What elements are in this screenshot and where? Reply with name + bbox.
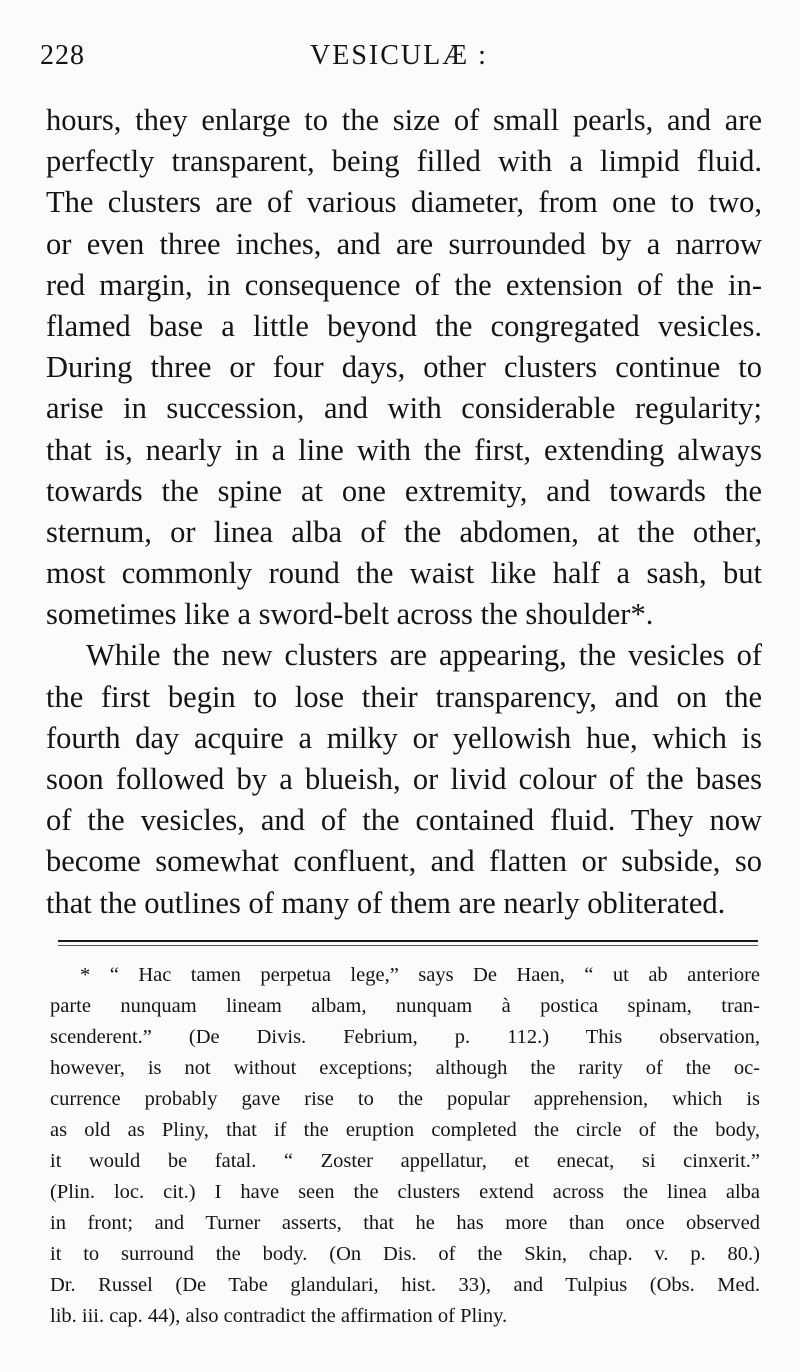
footnote-line: it to surround the body. (On Dis. of the Skin, chap. v. p. 80.) <box>50 1243 760 1265</box>
footnote-line: it would be fatal. “ Zoster appellatur, et enecat, si cinxerit.” <box>50 1150 760 1172</box>
footnote-line: in front; and Turner asserts, that he has more than once observed <box>50 1212 760 1234</box>
page-number: 228 <box>40 40 85 71</box>
footnote-line: scenderent.” (De Divis. Febrium, p. 112.) This observation, <box>50 1026 760 1048</box>
body-line: become somewhat confluent, and flatten or subside, so <box>46 844 762 879</box>
body-line: flamed base a little beyond the congregated vesicles. <box>46 308 762 343</box>
body-line: that the outlines of many of them are nearly obliterated. <box>46 885 726 920</box>
footnote-line: Dr. Russel (De Tabe glandulari, hist. 33), and Tulpius (Obs. Med. <box>50 1274 760 1296</box>
body-line: arise in succession, and with considerable regularity; <box>46 391 762 426</box>
footnote <box>50 960 760 1332</box>
footnote-line: currence probably gave rise to the popular apprehension, which is <box>50 1088 760 1110</box>
footnote-line: (Plin. loc. cit.) I have seen the clusters extend across the linea alba <box>50 1181 760 1203</box>
footnote-line: parte nunquam lineam albam, nunquam à postica spinam, tran- <box>50 995 760 1017</box>
footnote-divider-thin <box>58 945 758 946</box>
footnote-line: lib. iii. cap. 44), also contradict the affirmation of Pliny. <box>50 1305 508 1327</box>
page-header <box>40 40 760 80</box>
running-head: VESICULÆ : <box>310 40 488 71</box>
body-line: red margin, in consequence of the extension of the in- <box>46 267 762 302</box>
footnote-line: as old as Pliny, that if the eruption completed the circle of the body, <box>50 1119 760 1141</box>
body-line: or even three inches, and are surrounded by a narrow <box>46 226 762 261</box>
body-line: perfectly transparent, being filled with a limpid fluid. <box>46 144 762 179</box>
footnote-line: * “ Hac tamen perpetua lege,” says De Haen, “ ut ab anteriore <box>80 964 760 986</box>
body-line: soon followed by a blueish, or livid colour of the bases <box>46 762 762 796</box>
body-line: During three or four days, other clusters continue to <box>46 350 762 385</box>
body-text <box>46 100 762 924</box>
body-line: of the vesicles, and of the contained fluid. They now <box>46 803 762 838</box>
footnote-line: however, is not without exceptions; although the rarity of the oc- <box>50 1057 760 1079</box>
body-line: sternum, or linea alba of the abdomen, at the other, <box>46 514 762 549</box>
body-line: fourth day acquire a milky or yellowish hue, which is <box>46 720 762 755</box>
body-line: While the new clusters are appearing, the vesicles of <box>86 638 762 673</box>
body-line: most commonly round the waist like half a sash, but <box>46 556 762 591</box>
body-line: sometimes like a sword-belt across the shoulder*. <box>46 597 654 632</box>
body-line: the first begin to lose their transparency, and on the <box>46 679 762 714</box>
body-line: that is, nearly in a line with the first, extending always <box>46 432 762 467</box>
body-line: The clusters are of various diameter, from one to two, <box>46 185 762 220</box>
body-line: hours, they enlarge to the size of small pearls, and are <box>46 103 762 137</box>
footnote-divider <box>58 940 758 942</box>
body-line: towards the spine at one extremity, and towards the <box>46 473 762 508</box>
